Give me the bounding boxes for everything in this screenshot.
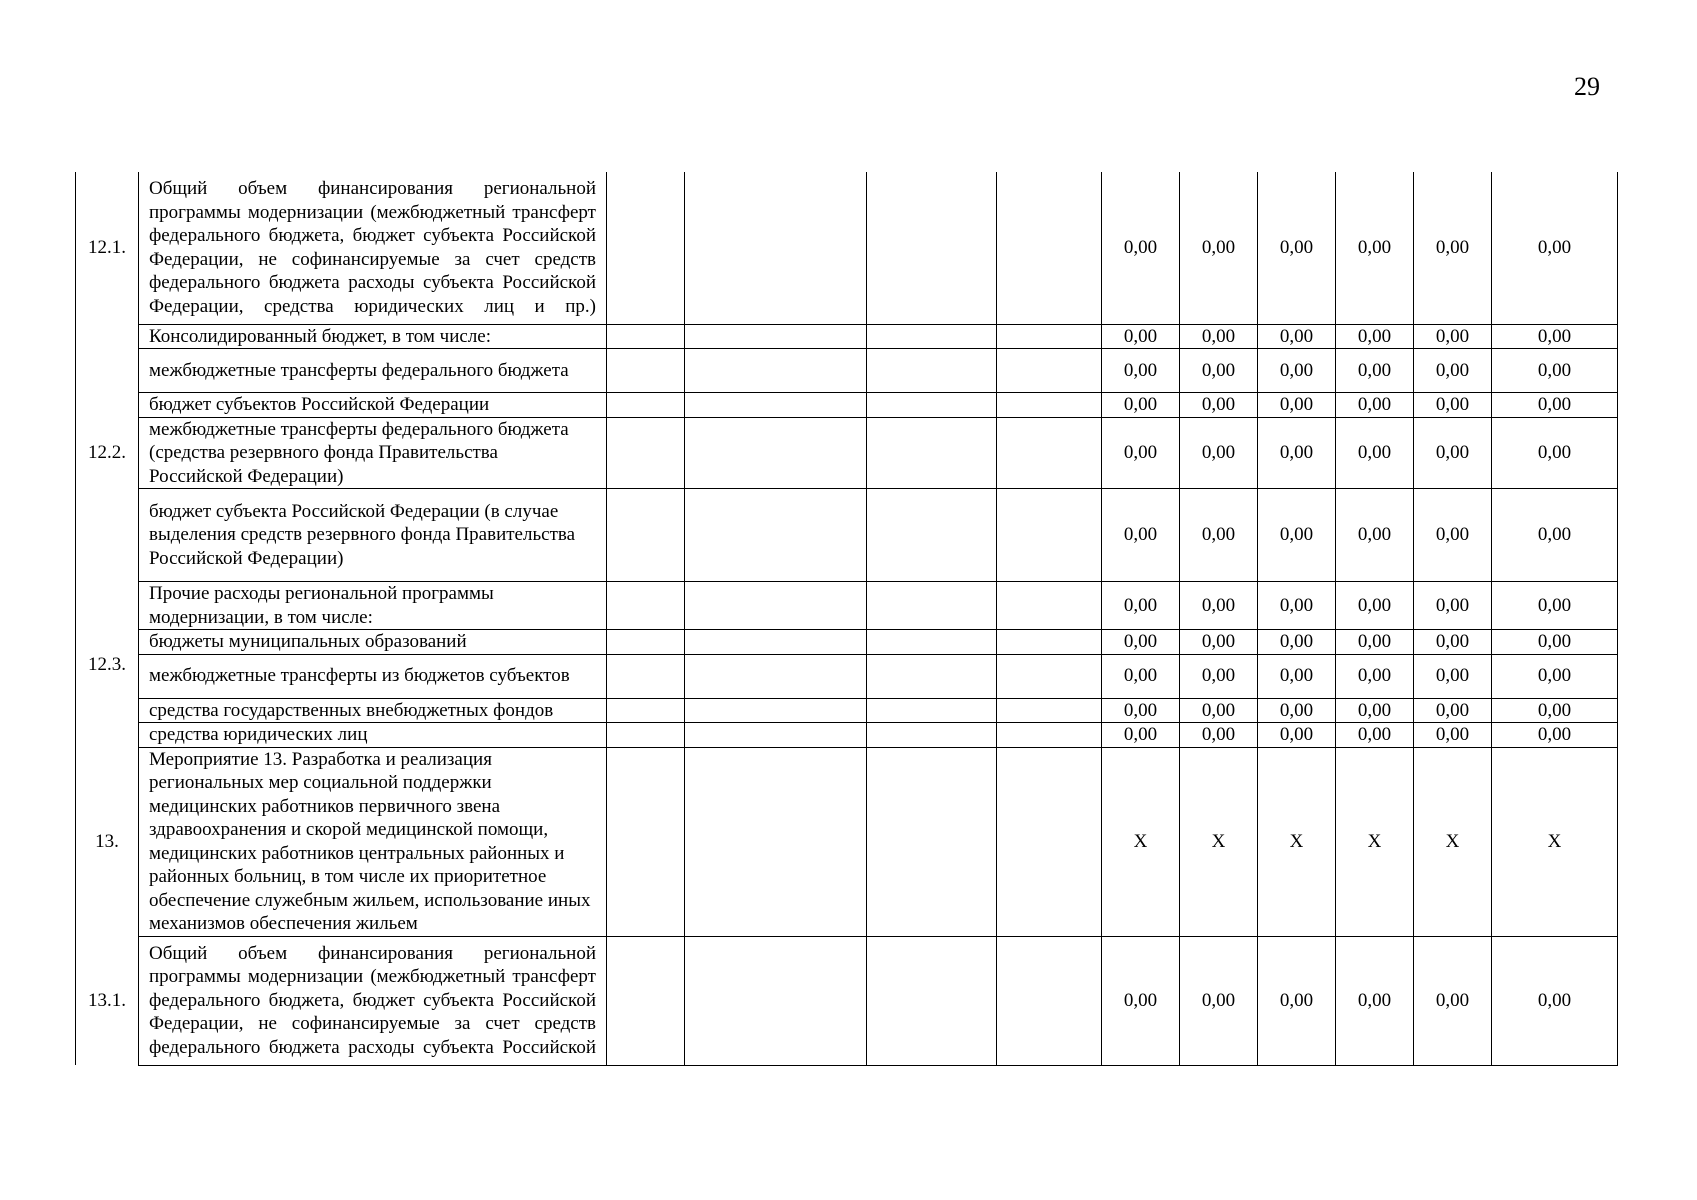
empty-cell	[685, 698, 867, 723]
value-cell: 0,00	[1102, 582, 1180, 630]
empty-cell	[997, 723, 1102, 748]
table-row	[76, 723, 1618, 748]
empty-cell	[607, 723, 685, 748]
empty-cell	[607, 172, 685, 324]
value-cell: 0,00	[1102, 936, 1180, 1065]
empty-cell	[607, 489, 685, 582]
value-cell: 0,00	[1102, 698, 1180, 723]
row-description: межбюджетные трансферты федерального бюджета (средства резервного фонда Правительства Российской Федерации)	[139, 417, 607, 489]
row-number: 12.1.	[76, 172, 139, 324]
value-cell: 0,00	[1492, 582, 1618, 630]
table-row	[76, 172, 1618, 324]
empty-cell	[607, 324, 685, 349]
empty-cell	[867, 349, 997, 393]
empty-cell	[997, 630, 1102, 655]
empty-cell	[607, 698, 685, 723]
value-cell: 0,00	[1102, 393, 1180, 418]
value-cell: 0,00	[1492, 654, 1618, 698]
value-cell: 0,00	[1102, 723, 1180, 748]
empty-cell	[997, 936, 1102, 1065]
row-description: бюджет субъектов Российской Федерации	[139, 393, 607, 418]
empty-cell	[867, 747, 997, 936]
empty-cell	[997, 747, 1102, 936]
row-number: 12.3.	[76, 582, 139, 748]
value-cell: 0,00	[1180, 393, 1258, 418]
value-cell: 0,00	[1492, 172, 1618, 324]
empty-cell	[685, 489, 867, 582]
empty-cell	[867, 417, 997, 489]
value-cell: 0,00	[1492, 630, 1618, 655]
table-body	[76, 172, 1618, 1065]
value-cell: 0,00	[1414, 630, 1492, 655]
empty-cell	[685, 324, 867, 349]
value-cell: 0,00	[1180, 654, 1258, 698]
row-description: средства юридических лиц	[139, 723, 607, 748]
value-cell: 0,00	[1180, 172, 1258, 324]
empty-cell	[867, 582, 997, 630]
value-cell: 0,00	[1336, 417, 1414, 489]
value-cell: 0,00	[1180, 324, 1258, 349]
table-row	[76, 489, 1618, 582]
row-number: 13.	[76, 747, 139, 936]
value-cell: 0,00	[1492, 698, 1618, 723]
value-cell: 0,00	[1414, 324, 1492, 349]
row-description: Общий объем финансирования региональной программы модернизации (межбюджетный трансферт федерального бюджета, бюджет субъекта Российской Федерации, не софинансируемые за счет средств федерального бюджета расходы субъекта Российской	[139, 936, 607, 1065]
value-cell: 0,00	[1336, 654, 1414, 698]
row-description: Общий объем финансирования региональной программы модернизации (межбюджетный трансферт федерального бюджета, бюджет субъекта Российской Федерации, не софинансируемые за счет средств федерального бюджета расходы субъекта Российской Федерации, средства юридических лиц и пр.)	[139, 172, 607, 324]
value-cell: 0,00	[1336, 698, 1414, 723]
value-cell: X	[1258, 747, 1336, 936]
value-cell: 0,00	[1258, 698, 1336, 723]
empty-cell	[607, 747, 685, 936]
value-cell: X	[1492, 747, 1618, 936]
empty-cell	[685, 747, 867, 936]
value-cell: 0,00	[1258, 723, 1336, 748]
empty-cell	[997, 582, 1102, 630]
value-cell: 0,00	[1102, 654, 1180, 698]
empty-cell	[997, 417, 1102, 489]
value-cell: 0,00	[1102, 349, 1180, 393]
empty-cell	[685, 349, 867, 393]
value-cell: 0,00	[1336, 349, 1414, 393]
empty-cell	[867, 489, 997, 582]
value-cell: X	[1336, 747, 1414, 936]
table-row	[76, 654, 1618, 698]
value-cell: X	[1180, 747, 1258, 936]
empty-cell	[997, 489, 1102, 582]
value-cell: 0,00	[1102, 417, 1180, 489]
empty-cell	[997, 393, 1102, 418]
value-cell: 0,00	[1336, 324, 1414, 349]
financing-table	[75, 172, 1618, 1066]
value-cell: 0,00	[1492, 324, 1618, 349]
value-cell: 0,00	[1180, 723, 1258, 748]
table-row	[76, 698, 1618, 723]
value-cell: 0,00	[1180, 630, 1258, 655]
value-cell: 0,00	[1414, 417, 1492, 489]
value-cell: 0,00	[1336, 489, 1414, 582]
row-description: бюджеты муниципальных образований	[139, 630, 607, 655]
empty-cell	[607, 936, 685, 1065]
empty-cell	[685, 936, 867, 1065]
row-description: бюджет субъекта Российской Федерации (в случае выделения средств резервного фонда Правительства Российской Федерации)	[139, 489, 607, 582]
value-cell: 0,00	[1414, 936, 1492, 1065]
value-cell: 0,00	[1180, 417, 1258, 489]
value-cell: 0,00	[1336, 582, 1414, 630]
empty-cell	[997, 349, 1102, 393]
table-row	[76, 393, 1618, 418]
value-cell: 0,00	[1414, 349, 1492, 393]
value-cell: 0,00	[1102, 489, 1180, 582]
table-row	[76, 324, 1618, 349]
row-description: Консолидированный бюджет, в том числе:	[139, 324, 607, 349]
empty-cell	[867, 393, 997, 418]
empty-cell	[867, 630, 997, 655]
value-cell: 0,00	[1336, 630, 1414, 655]
empty-cell	[867, 936, 997, 1065]
row-description: межбюджетные трансферты из бюджетов субъектов	[139, 654, 607, 698]
value-cell: 0,00	[1258, 489, 1336, 582]
value-cell: 0,00	[1180, 489, 1258, 582]
value-cell: 0,00	[1414, 489, 1492, 582]
empty-cell	[685, 393, 867, 418]
value-cell: X	[1102, 747, 1180, 936]
value-cell: 0,00	[1258, 324, 1336, 349]
row-description: средства государственных внебюджетных фондов	[139, 698, 607, 723]
value-cell: 0,00	[1492, 936, 1618, 1065]
empty-cell	[867, 723, 997, 748]
table-row	[76, 630, 1618, 655]
value-cell: 0,00	[1414, 654, 1492, 698]
value-cell: 0,00	[1258, 630, 1336, 655]
empty-cell	[997, 324, 1102, 349]
empty-cell	[685, 582, 867, 630]
value-cell: 0,00	[1414, 723, 1492, 748]
value-cell: 0,00	[1492, 723, 1618, 748]
empty-cell	[607, 654, 685, 698]
value-cell: 0,00	[1102, 630, 1180, 655]
row-description: межбюджетные трансферты федерального бюджета	[139, 349, 607, 393]
page-number: 29	[1574, 72, 1600, 101]
value-cell: 0,00	[1180, 698, 1258, 723]
value-cell: 0,00	[1492, 393, 1618, 418]
value-cell: 0,00	[1258, 582, 1336, 630]
empty-cell	[685, 723, 867, 748]
value-cell: 0,00	[1336, 172, 1414, 324]
empty-cell	[997, 654, 1102, 698]
empty-cell	[997, 698, 1102, 723]
empty-cell	[867, 698, 997, 723]
value-cell: 0,00	[1336, 723, 1414, 748]
empty-cell	[685, 654, 867, 698]
empty-cell	[867, 654, 997, 698]
value-cell: 0,00	[1492, 489, 1618, 582]
value-cell: 0,00	[1180, 349, 1258, 393]
value-cell: 0,00	[1258, 349, 1336, 393]
value-cell: 0,00	[1102, 172, 1180, 324]
empty-cell	[997, 172, 1102, 324]
empty-cell	[867, 172, 997, 324]
empty-cell	[607, 393, 685, 418]
value-cell: 0,00	[1492, 349, 1618, 393]
value-cell: 0,00	[1258, 393, 1336, 418]
empty-cell	[685, 172, 867, 324]
value-cell: 0,00	[1414, 582, 1492, 630]
empty-cell	[867, 324, 997, 349]
value-cell: 0,00	[1102, 324, 1180, 349]
value-cell: 0,00	[1414, 393, 1492, 418]
empty-cell	[607, 630, 685, 655]
row-number: 13.1.	[76, 936, 139, 1065]
value-cell: 0,00	[1180, 936, 1258, 1065]
value-cell: 0,00	[1336, 393, 1414, 418]
empty-cell	[607, 349, 685, 393]
empty-cell	[685, 417, 867, 489]
value-cell: 0,00	[1258, 654, 1336, 698]
empty-cell	[685, 630, 867, 655]
value-cell: X	[1414, 747, 1492, 936]
table-row	[76, 747, 1618, 936]
value-cell: 0,00	[1258, 936, 1336, 1065]
value-cell: 0,00	[1414, 172, 1492, 324]
table-row	[76, 349, 1618, 393]
empty-cell	[607, 417, 685, 489]
value-cell: 0,00	[1258, 417, 1336, 489]
row-description: Мероприятие 13. Разработка и реализация региональных мер социальной поддержки медицинских работников первичного звена здравоохранения и скорой медицинской помощи, медицинских работников центральных районных и районных больниц, в том числе их приоритетное обеспечение служебным жильем, использование иных механизмов обеспечения жильем	[139, 747, 607, 936]
value-cell: 0,00	[1258, 172, 1336, 324]
value-cell: 0,00	[1414, 698, 1492, 723]
value-cell: 0,00	[1180, 582, 1258, 630]
value-cell: 0,00	[1336, 936, 1414, 1065]
table-row	[76, 582, 1618, 630]
row-number: 12.2.	[76, 324, 139, 582]
table-row	[76, 936, 1618, 1065]
value-cell: 0,00	[1492, 417, 1618, 489]
empty-cell	[607, 582, 685, 630]
row-description: Прочие расходы региональной программы модернизации, в том числе:	[139, 582, 607, 630]
table-row	[76, 417, 1618, 489]
